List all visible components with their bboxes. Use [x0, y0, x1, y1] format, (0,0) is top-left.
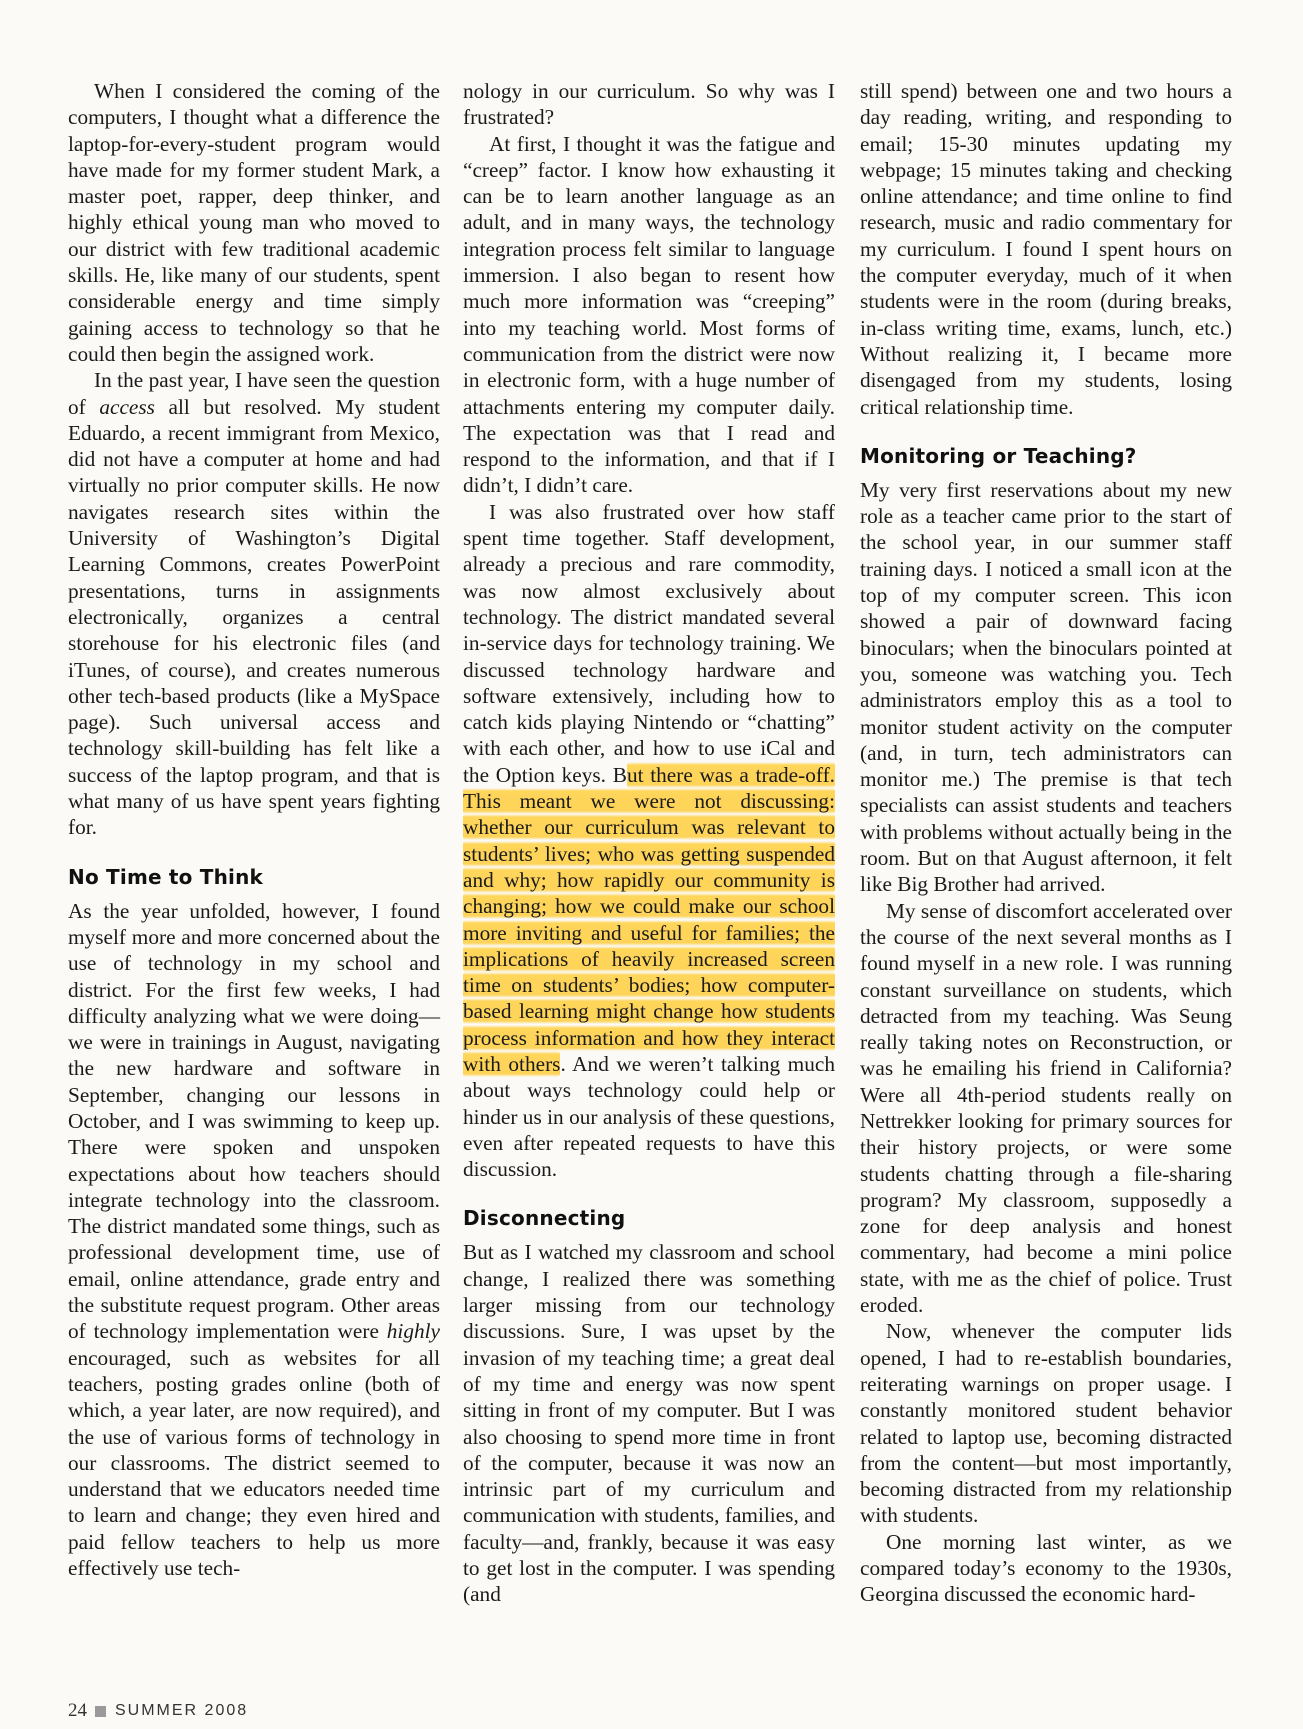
paragraph: My sense of discomfort accelerated over the course of the next several months as I found myself in a new role. I was running constant surveillance on students, which detracted from my teaching. Was Seung really taking notes on Reconstruction, or was he emailing his friend in California? Were all 4th-period students really on Nettrekker looking for primary sources for their history projects, or were some students chatting through a file-sharing program? My classroom, supposedly a zone for deep analysis and honest commentary, had become a mini police state, with me as the chief of police. Trust eroded.: [860, 898, 1232, 1318]
paragraph: Now, whenever the computer lids opened, I had to re-establish boundaries, reiterating warnings on proper usage. I constantly monitored student behavior related to laptop use, becoming distracted from the content—but most importantly, becoming distracted from my relationship with students.: [860, 1319, 1232, 1528]
page-number: 24: [68, 1700, 87, 1721]
text-run: encouraged, such as websites for all teachers, posting grades online (both of which, a year later, are now required), and the use of various forms of technology in our classrooms. The district seemed to understand that we educators needed time to learn and change; they even hired and paid fellow teachers to help us more effectively use tech-: [68, 1345, 440, 1581]
column-3: [860, 78, 1232, 1608]
text-run: In the past year, I have seen the question of: [68, 368, 440, 419]
square-bullet-icon: [95, 1706, 106, 1717]
highlighted-passage: ut there was a trade-off. This meant we were not discussing: whether our curriculum was relevant to students’ lives; who was getting suspended and why; how rapidly our community is changing; how we could make our school more inviting and useful for families; the implications of heavily increased screen time on students’ bodies; how computer-based learning might change how students process information and how they interact with others: [463, 762, 835, 1076]
section-heading: Disconnecting: [463, 1206, 626, 1231]
emphasis: highly: [386, 1319, 440, 1344]
paragraph: When I considered the coming of the computers, I thought what a difference the laptop-for-every-student program would have made for my former student Mark, a master poet, rapper, deep thinker, and highly ethical young man who moved to our district with few traditional academic skills. He, like many of our students, spent considerable energy and time simply gaining access to technology so that he could then begin the assigned work.: [68, 79, 440, 366]
text-run: all but resolved. My student Eduardo, a recent immigrant from Mexico, did not have a computer at home and had virtually no prior computer skills. He now navigates research sites within the University of Washington’s Digital Learning Commons, creates PowerPoint presentations, turns in assignments electronically, organizes a central storehouse for his electronic files (and iTunes, of course), and creates numerous other tech-based products (like a MySpace page). Such universal access and technology skill-building has felt like a success of the laptop program, and that is what many of us have spent years fighting for.: [68, 394, 440, 840]
text-run: As the year unfolded, however, I found myself more and more concerned about the use of technology in my school and district. For the first few weeks, I had difficulty analyzing what we were doing—we were in trainings in August, navigating the new hardware and software in September, changing our lessons in October, and I was swimming to keep up. There were spoken and unspoken expectations about how teachers should integrate technology into the classroom. The district mandated some things, such as professional development time, use of email, online attendance, grade entry and the substitute request program. Other areas of technology implementation were: [68, 898, 440, 1344]
paragraph: But as I watched my classroom and school change, I realized there was something larger missing from our technology discussions. Sure, I was upset by the invasion of my teaching time; a great deal of my time and energy was now spent sitting in front of my computer. But I was also choosing to spend more time in front of the computer, because it was now an intrinsic part of my curriculum and communication with students, families, and faculty—and, frankly, because it was easy to get lost in the computer. I was spending (and: [463, 1240, 835, 1607]
paragraph: nology in our curriculum. So why was I frustrated?: [463, 79, 835, 130]
column-2: [463, 78, 835, 1608]
paragraph: One morning last winter, as we compared today’s economy to the 1930s, Georgina discussed the economic hard-: [860, 1529, 1232, 1607]
text-run: I was also frustrated over how staff spent time together. Staff development, already a precious and rare commodity, was now almost exclusively about technology. The district mandated several in-service days for technology training. We discussed technology hardware and software extensively, including how to catch kids playing Nintendo or “chatting” with each other, and how to use iCal and the Option keys. B: [463, 499, 835, 787]
section-heading: No Time to Think: [68, 864, 264, 889]
text-run: . And we weren’t talking much about ways technology could help or hinder us in our analysis of these questions, even after repeated requests to have this discussion.: [463, 1051, 835, 1182]
paragraph: My very first reservations about my new role as a teacher came prior to the start of the school year, in our summer staff training days. I noticed a small icon at the top of my computer screen. This icon showed a pair of downward facing binoculars; when the binoculars pointed at you, someone was watching you. Tech administrators employ this as a tool to monitor student activity on the computer (and, in turn, tech administrators can monitor me.) The premise is that tech specialists can assist students and teachers with problems without actually being in the room. But on that August afternoon, it felt like Big Brother had arrived.: [860, 477, 1232, 897]
paragraph: still spend) between one and two hours a day reading, writing, and responding to email; 15-30 minutes updating my webpage; 15 minutes taking and checking online attendance; and time online to find research, music and radio commentary for my curriculum. I found I spent hours on the computer everyday, much of it when students were in the room (during breaks, in-class writing time, exams, lunch, etc.) Without realizing it, I became more disengaged from my students, losing critical relationship time.: [860, 79, 1232, 419]
issue-label: SUMMER 2008: [115, 1702, 249, 1719]
emphasis: access: [99, 394, 155, 419]
paragraph: [68, 367, 440, 840]
paragraph: At first, I thought it was the fatigue and “creep” factor. I know how exhausting it can be to learn another language as an adult, and in many ways, the technology integration process felt similar to language immersion. I also began to resent how much more information was “creeping” into my teaching world. Most forms of communication from the district were now in electronic form, with a huge number of attachments entering my computer daily. The expectation was that I read and respond to the information, and that if I didn’t, I didn’t care.: [463, 131, 835, 498]
paragraph: [463, 499, 835, 1183]
column-1: [68, 78, 440, 1581]
section-heading: Monitoring or Teaching?: [860, 443, 1137, 468]
page-footer: [68, 1700, 248, 1722]
paragraph: [68, 898, 440, 1582]
